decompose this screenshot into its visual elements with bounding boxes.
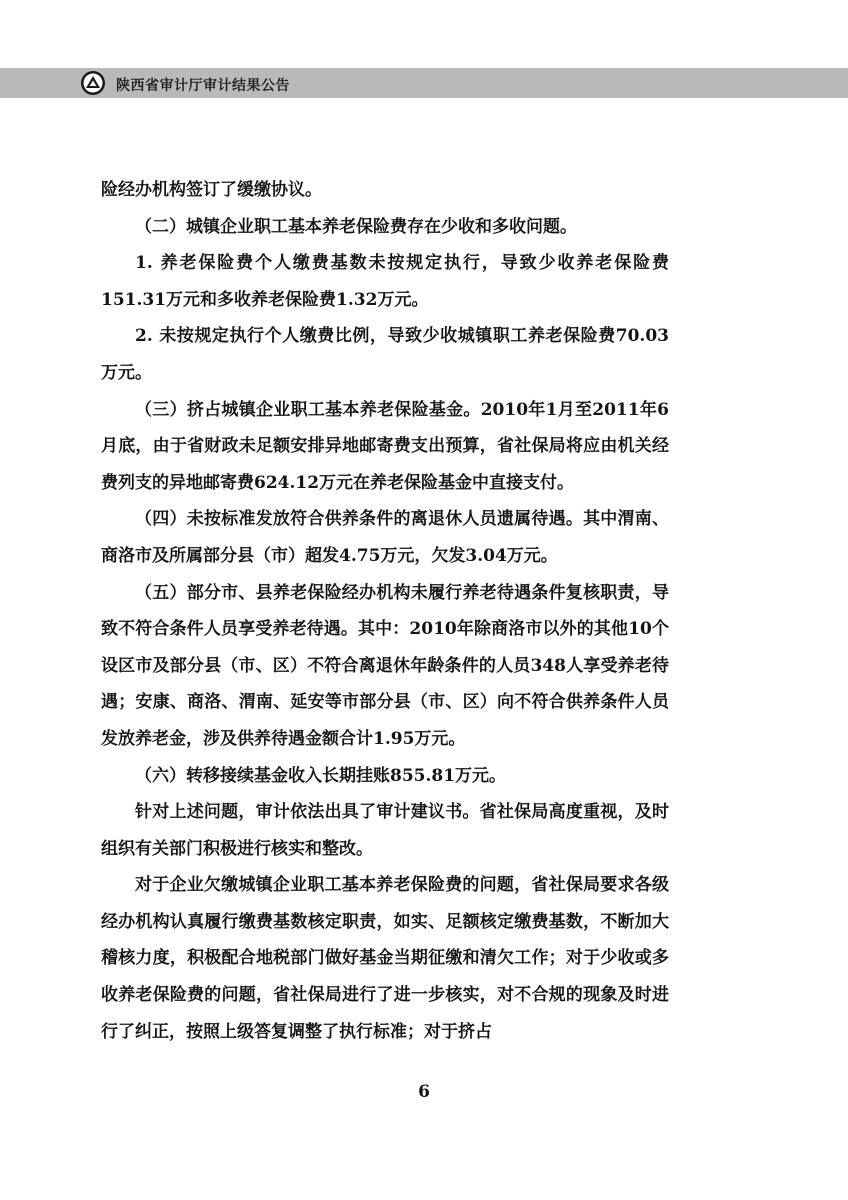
paragraph: （四）未按标准发放符合供养条件的离退休人员遗属待遇。其中渭南、商洛市及所属部分县（市）超发4.75万元，欠发3.04万元。 [101, 509, 669, 566]
paragraph: 险经办机构签订了缓缴协议。 [101, 180, 322, 200]
header-title: 陕西省审计厅审计结果公告 [116, 78, 290, 94]
paragraph: （三）挤占城镇企业职工基本养老保险基金。2010年1月至2011年6月底，由于省财政未足额安排异地邮寄费支出预算，省社保局将应由机关经费列支的异地邮寄费624.12万元在养老保险基金中直接支付。 [101, 399, 669, 493]
paragraph: （二）城镇企业职工基本养老保险费存在少收和多收问题。 [135, 216, 577, 237]
paragraph: （六）转移接续基金收入长期挂账855.81万元。 [135, 765, 507, 786]
audit-logo-icon [80, 70, 106, 96]
paragraph: （五）部分市、县养老保险经办机构未履行养老待遇条件复核职责，导致不符合条件人员享受养老待遇。其中：2010年除商洛市以外的其他10个设区市及部分县（市、区）不符合离退休年龄条件的人员348人享受养老待遇；安康、商洛、渭南、延安等市部分县（市、区）向不符合供养条件人员发放养老金，涉及供养待遇金额合计1.95万元。 [101, 582, 669, 749]
page-number: 6 [418, 1082, 430, 1102]
document-body [101, 172, 669, 1050]
paragraph: 对于企业欠缴城镇企业职工基本养老保险费的问题，省社保局要求各级经办机构认真履行缴费基数核定职责，如实、足额核定缴费基数，不断加大稽核力度，积极配合地税部门做好基金当期征缴和清欠工作；对于少收或多收养老保险费的问题，省社保局进行了进一步核实，对不合规的现象及时进行了纠正，按照上级答复调整了执行标准；对于挤占 [101, 875, 669, 1042]
paragraph: 1. 养老保险费个人缴费基数未按规定执行，导致少收养老保险费151.31万元和多收养老保险费1.32万元。 [101, 253, 669, 310]
paragraph: 2. 未按规定执行个人缴费比例，导致少收城镇职工养老保险费70.03万元。 [101, 326, 669, 383]
paragraph: 针对上述问题，审计依法出具了审计建议书。省社保局高度重视，及时组织有关部门积极进行核实和整改。 [101, 802, 669, 859]
